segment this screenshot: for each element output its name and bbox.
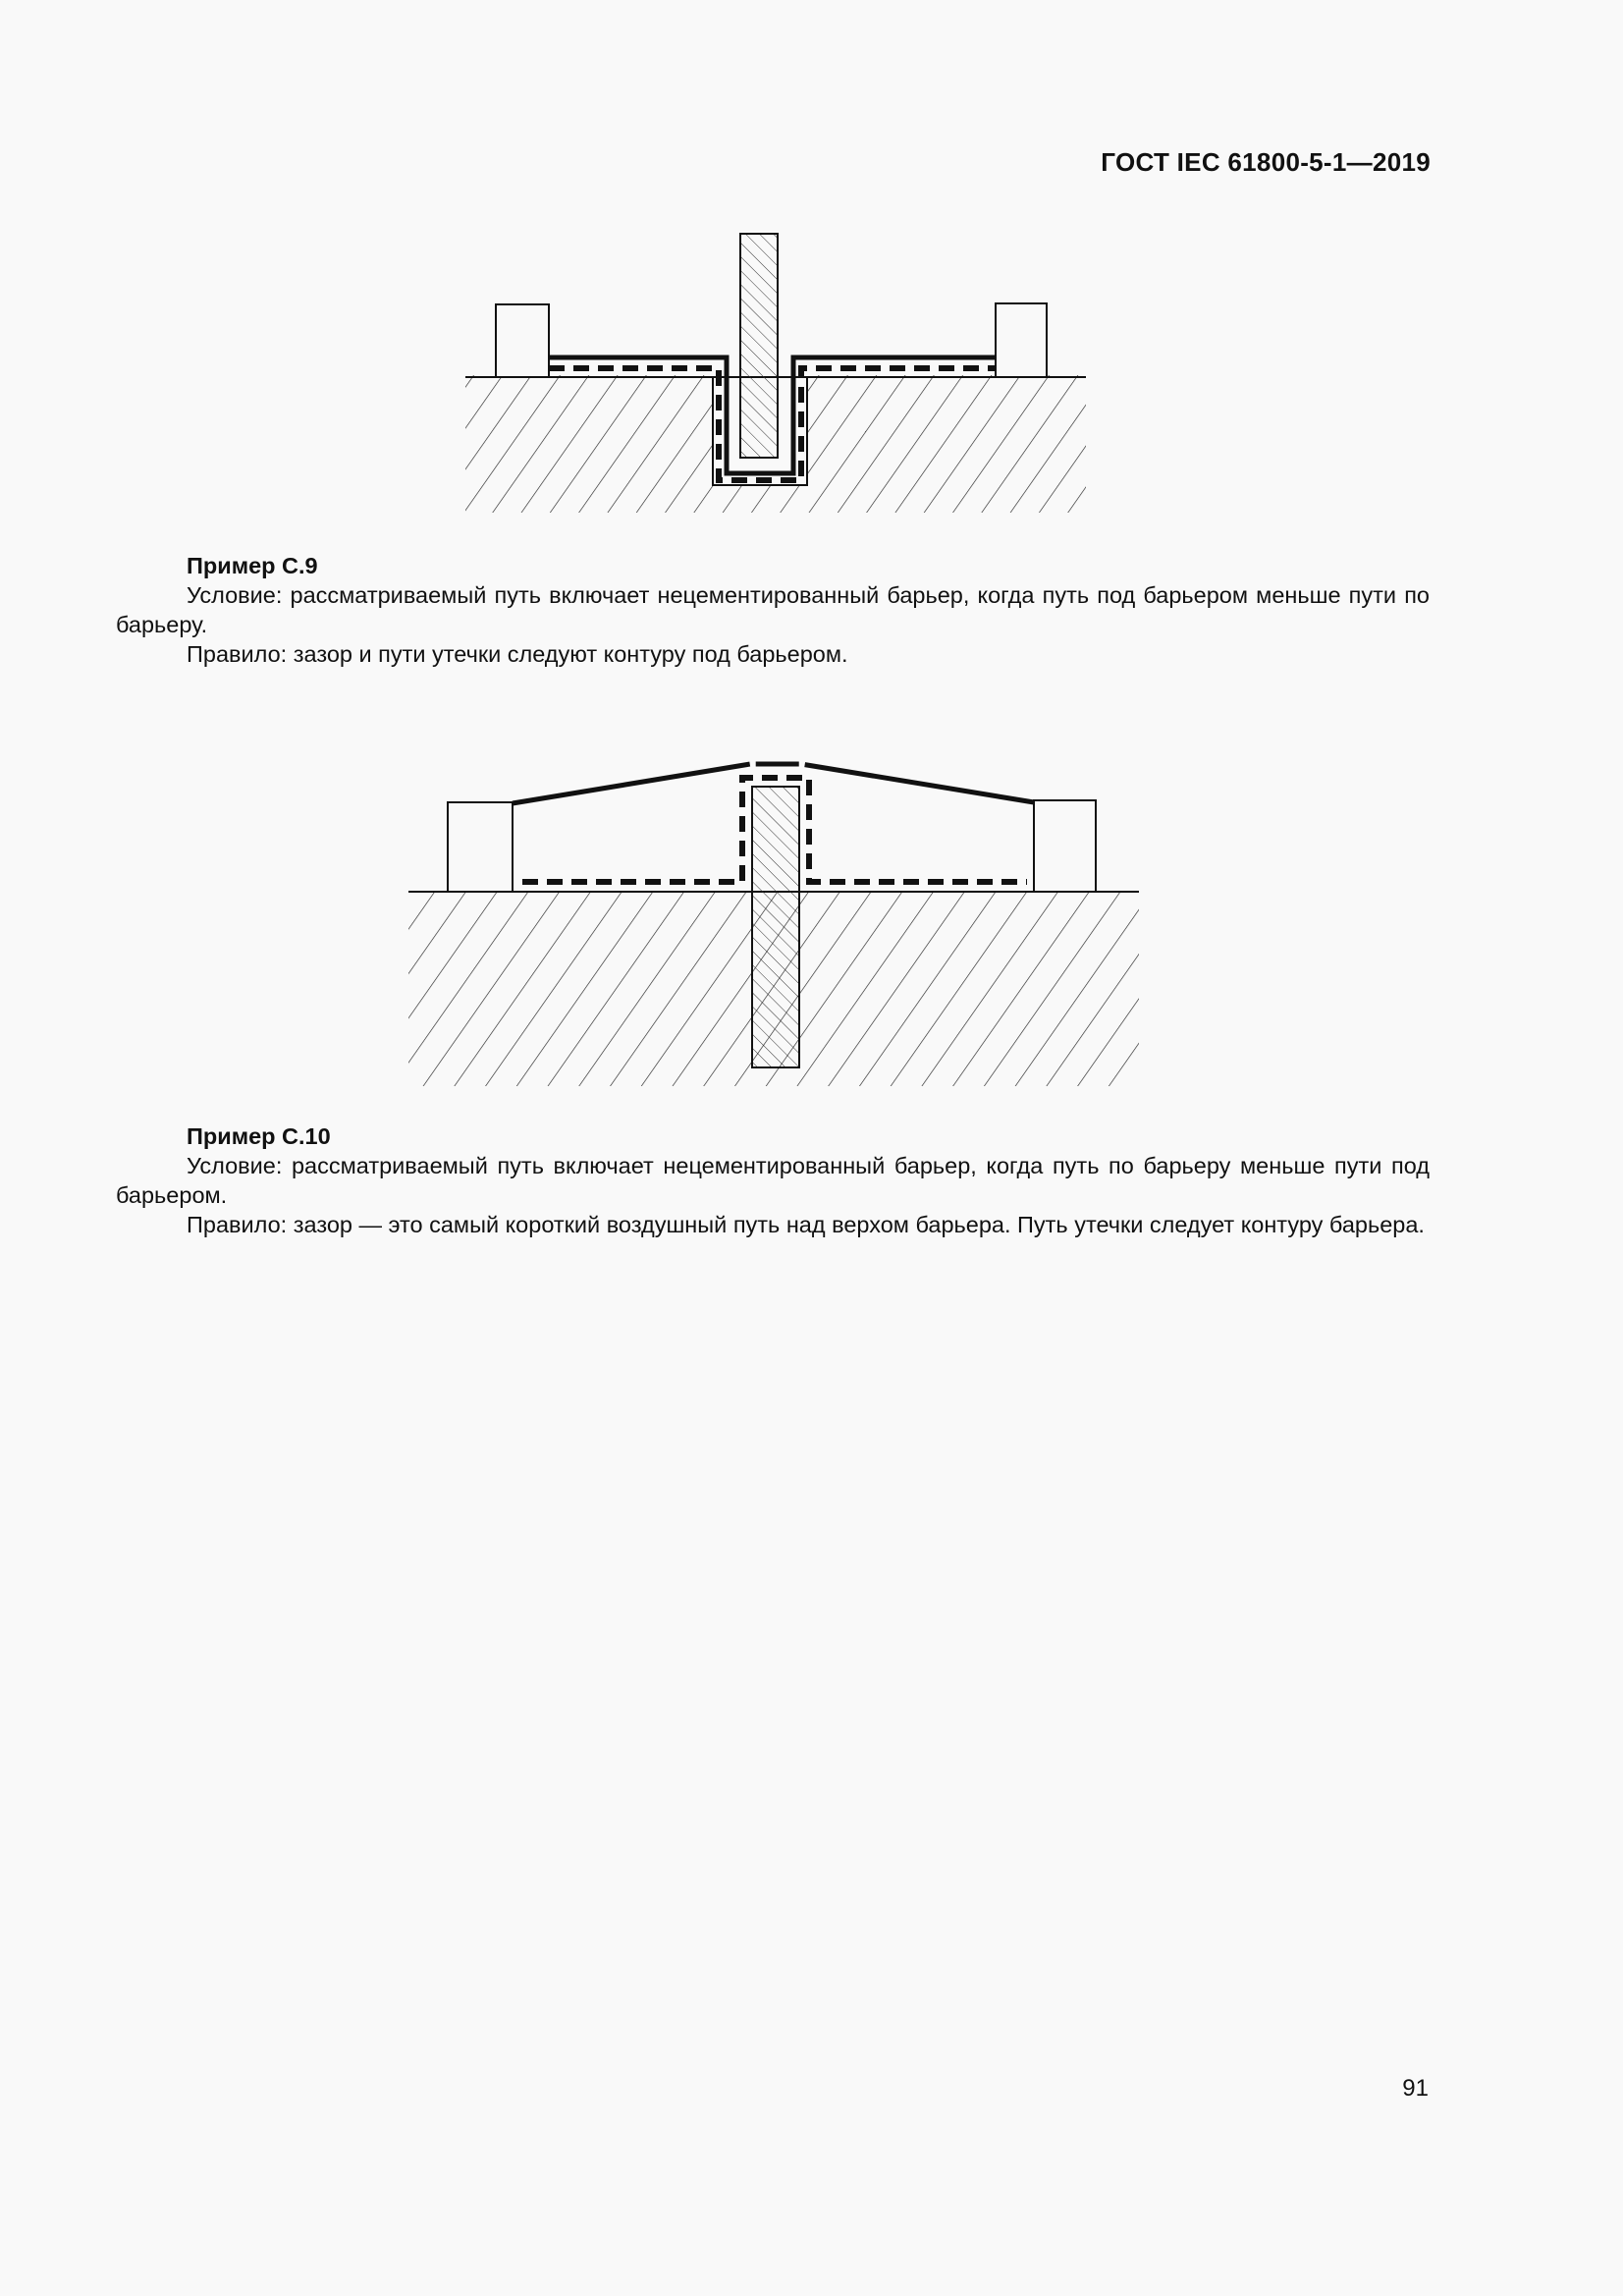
electrode-right [996, 303, 1047, 377]
example-c10-condition: Условие: рассматриваемый путь включает нецементированный барьер, когда путь по барьеру меньше пути под барьером. [116, 1153, 1430, 1208]
example-c9-text [116, 551, 1430, 669]
example-c9-condition: Условие: рассматриваемый путь включает нецементированный барьер, когда путь под барьером меньше пути по барьеру. [116, 582, 1430, 637]
figure-example-c9 [461, 228, 1090, 513]
example-c9-rule: Правило: зазор и пути утечки следуют контуру под барьером. [187, 641, 848, 667]
electrode-right [1034, 800, 1096, 892]
electrode-left [448, 802, 513, 892]
example-c9-title: Пример С.9 [187, 553, 318, 578]
example-c10-title: Пример С.10 [187, 1123, 331, 1149]
barrier [752, 787, 799, 1067]
electrode-left [496, 304, 549, 377]
barrier [740, 234, 778, 458]
example-c10-rule: Правило: зазор — это самый короткий воздушный путь над верхом барьера. Путь утечки следует контуру барьера. [187, 1212, 1425, 1237]
figure-example-c10 [405, 756, 1143, 1086]
document-header: ГОСТ IEC 61800-5-1—2019 [1101, 147, 1431, 177]
page-number: 91 [1402, 2075, 1429, 2102]
example-c10-text [116, 1121, 1430, 1239]
